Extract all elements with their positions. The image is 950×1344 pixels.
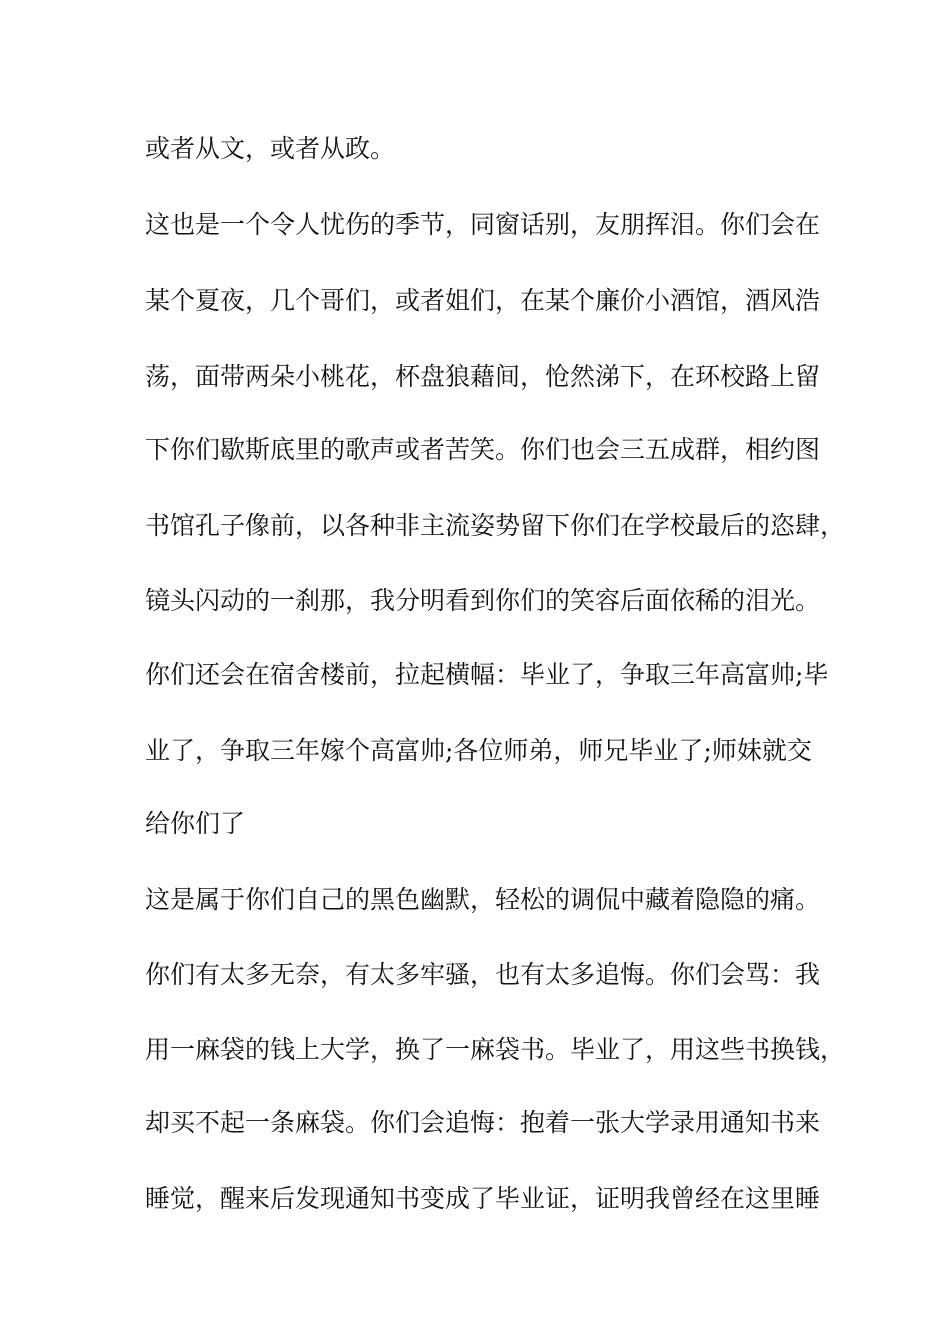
text-line: 你们还会在宿舍楼前，拉起横幅：毕业了，争取三年高富帅;毕 bbox=[145, 660, 829, 689]
text-line: 某个夏夜，几个哥们，或者姐们，在某个廉价小酒馆，酒风浩 bbox=[145, 286, 821, 315]
text-line: 给你们了 bbox=[145, 809, 246, 838]
text-line: 这是属于你们自己的黑色幽默，轻松的调侃中藏着隐隐的痛。 bbox=[145, 885, 821, 914]
text-line: 书馆孔子像前，以各种非主流姿势留下你们在学校最后的恣肆， bbox=[145, 511, 846, 540]
text-line: 你们有太多无奈，有太多牢骚，也有太多追悔。你们会骂：我 bbox=[145, 960, 821, 989]
text-line: 或者从文，或者从政。 bbox=[145, 134, 396, 163]
text-line: 却买不起一条麻袋。你们会追悔：抱着一张大学录用通知书来 bbox=[145, 1108, 821, 1137]
text-line: 下你们歇斯底里的歌声或者苦笑。你们也会三五成群，相约图 bbox=[145, 435, 821, 464]
text-line: 这也是一个令人忧伤的季节，同窗话别，友朋挥泪。你们会在 bbox=[145, 210, 821, 239]
text-line: 业了，争取三年嫁个高富帅;各位师弟，师兄毕业了;师妹就交 bbox=[145, 736, 812, 765]
text-line: 用一麻袋的钱上大学，换了一麻袋书。毕业了，用这些书换钱， bbox=[145, 1035, 846, 1064]
text-line: 镜头闪动的一刹那，我分明看到你们的笑容后面依稀的泪光。 bbox=[145, 586, 821, 615]
text-line: 睡觉，醒来后发现通知书变成了毕业证，证明我曾经在这里睡 bbox=[145, 1184, 821, 1213]
text-line: 荡，面带两朵小桃花，杯盘狼藉间，怆然涕下，在环校路上留 bbox=[145, 362, 821, 391]
